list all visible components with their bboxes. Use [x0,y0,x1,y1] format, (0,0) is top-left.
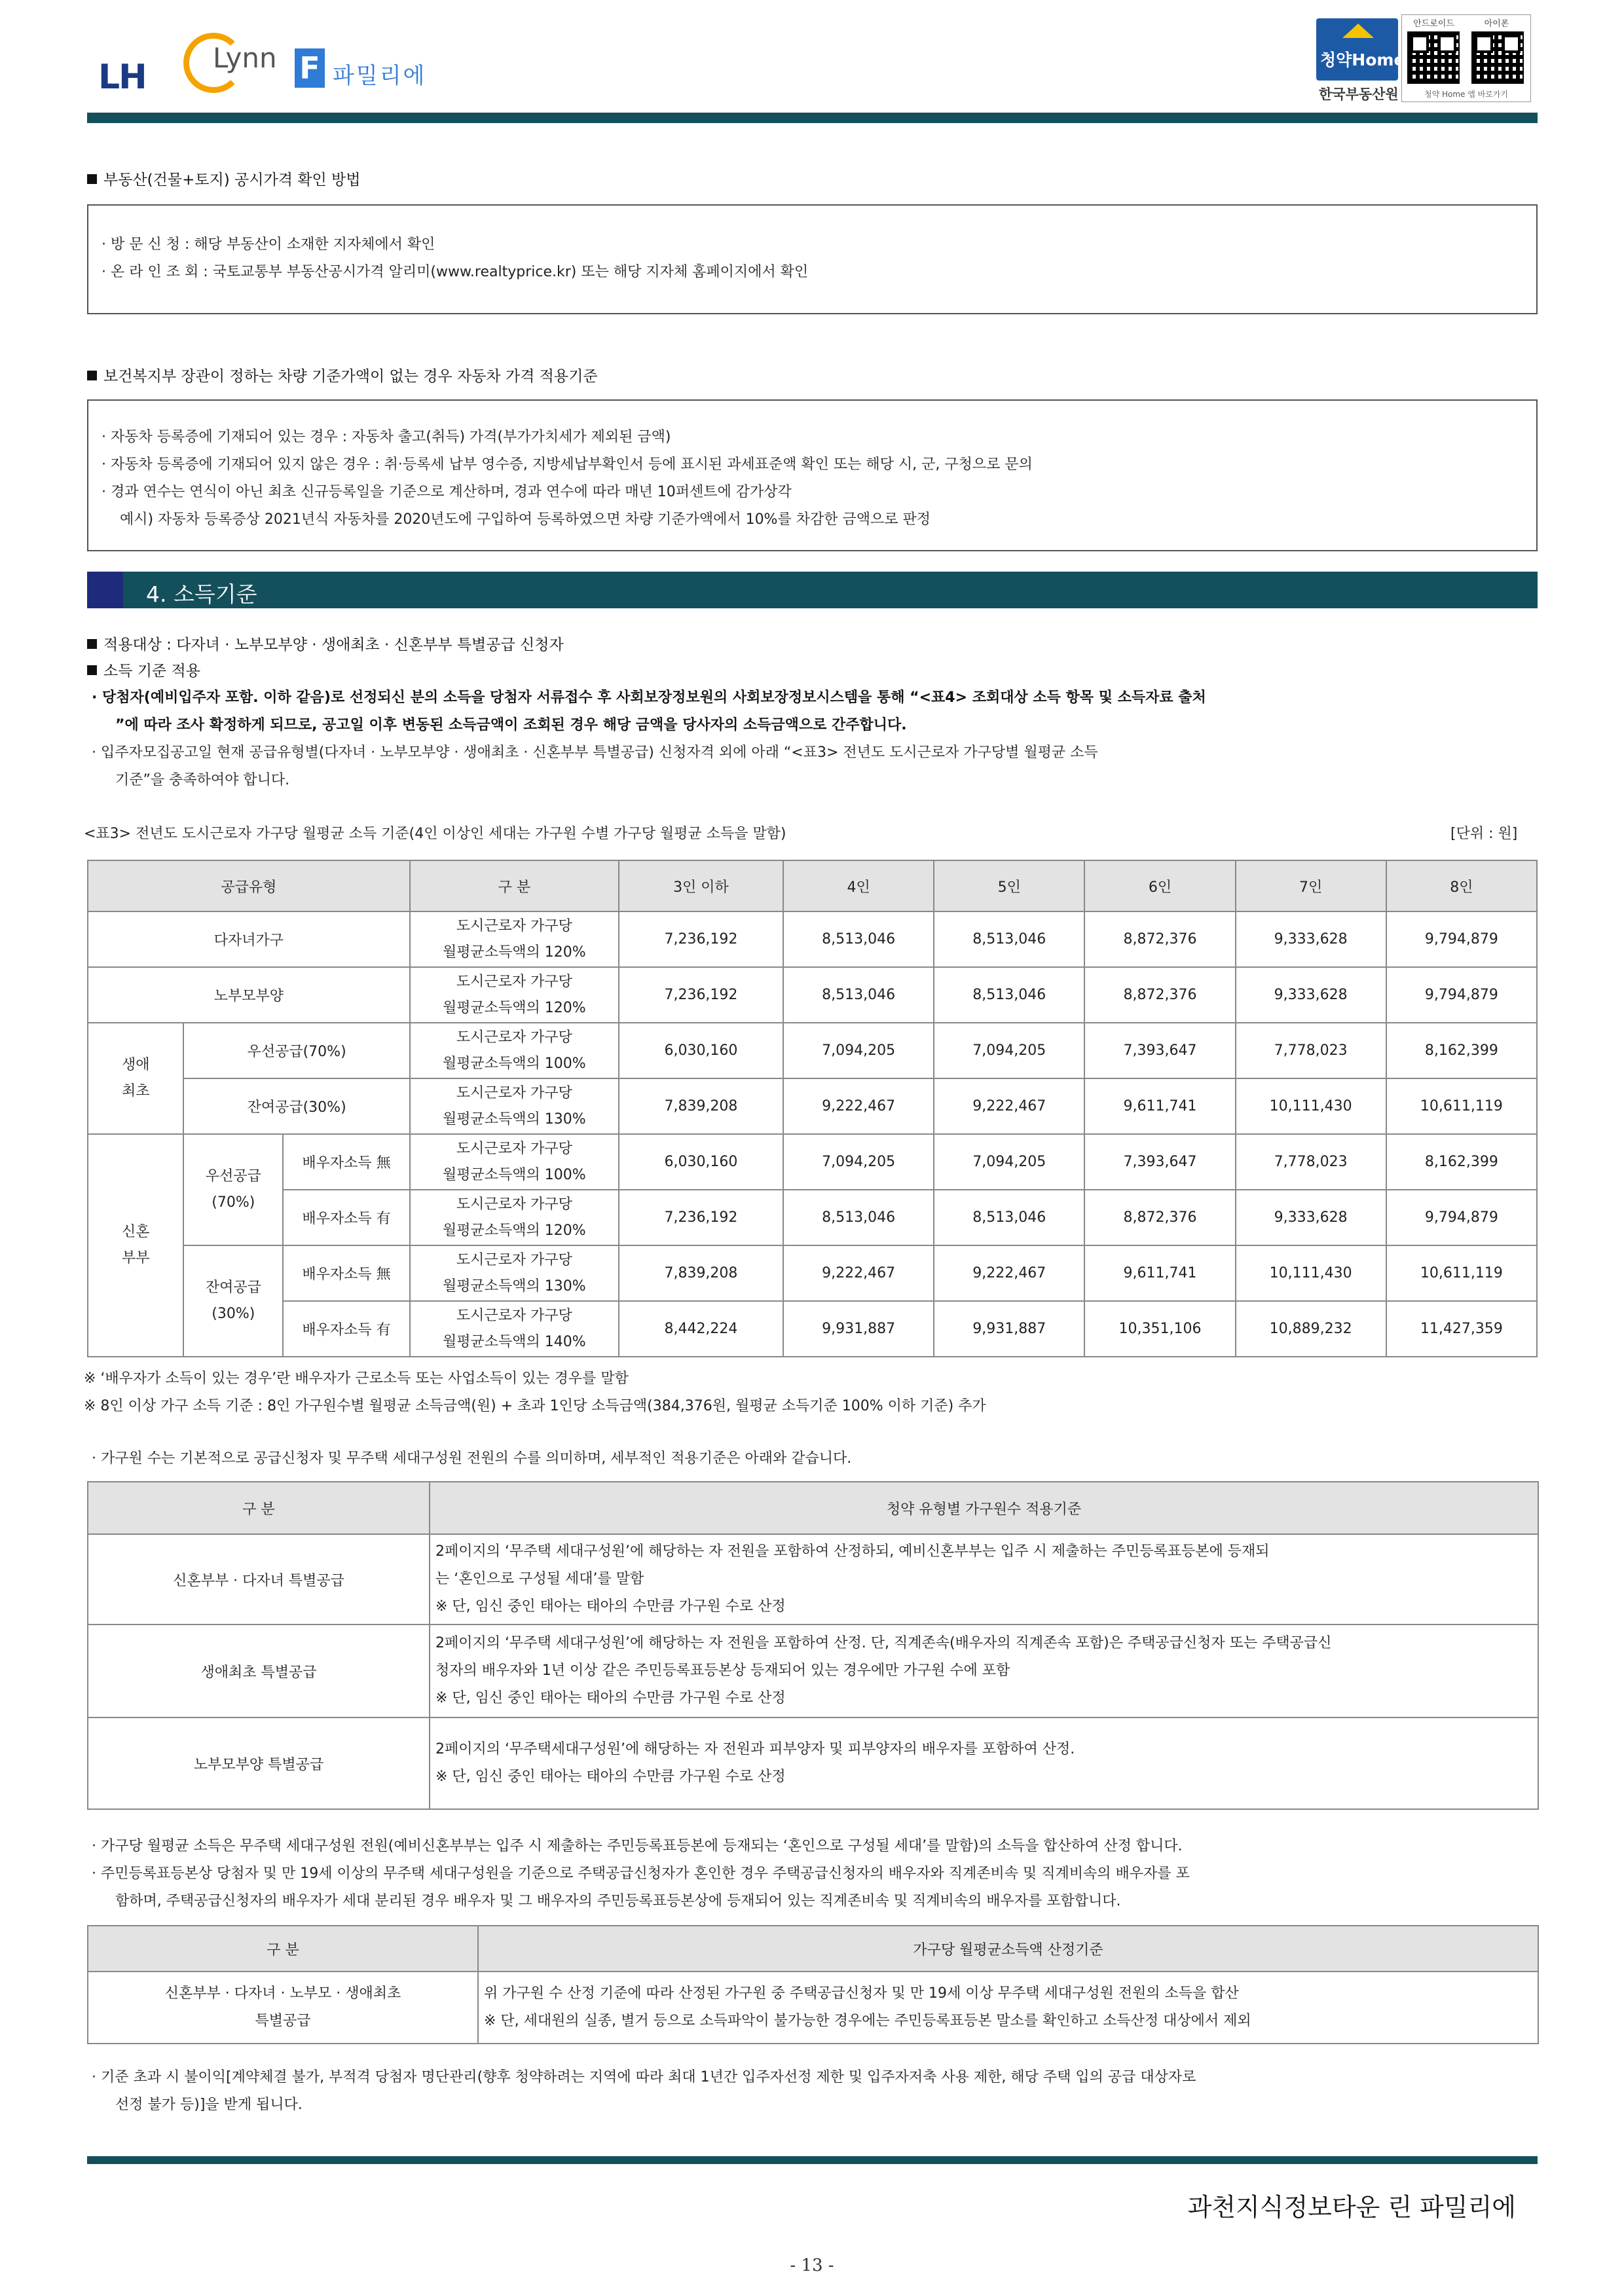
table-cell: 8,162,399 [1386,1134,1537,1190]
table-cell: 9,931,887 [934,1301,1084,1357]
table-cell: 7,778,023 [1236,1134,1386,1190]
lynn-logo: Lynn [183,33,282,98]
table-cell: 8,442,224 [619,1301,783,1357]
table-cell: 7,094,205 [934,1134,1084,1190]
footer-divider-bar [87,2156,1538,2164]
table-header-cell: 6인 [1084,860,1235,911]
table-row [88,1190,1537,1245]
income-bullet-1: · 가구당 월평균 소득은 무주택 세대구성원 전원(예비신혼부부는 입주 시 제출하는 주민등록표등본에 등재되는 ‘혼인으로 구성될 세대’를 말함)의 소득을 합산하여 산정 합니다. [92,1838,1183,1854]
table-cell: 도시근로자 가구당 월평균소득액의 100% [410,1023,619,1078]
table-cell: 10,351,106 [1084,1301,1235,1357]
table-cell: 9,794,879 [1386,911,1537,967]
table-cell: 9,333,628 [1236,1190,1386,1245]
table-cell: 9,222,467 [934,1078,1084,1134]
app-qr-codes: 안드로이드 아이폰 청약 Home 앱 바로가기 [1401,14,1531,102]
household-count-table [87,1481,1539,1810]
table-cell: 신혼부부 · 다자녀 특별공급 [88,1534,430,1625]
table-cell: 6,030,160 [619,1023,783,1078]
table-cell: 배우자소득 有 [283,1190,410,1245]
table-header-cell: 구 분 [410,860,619,911]
table-cell: 8,513,046 [934,1190,1084,1245]
table-cell: 7,236,192 [619,911,783,967]
table-cell: 7,094,205 [783,1134,934,1190]
table-cell: 생애최초 특별공급 [88,1625,430,1717]
income-calc-table [87,1925,1539,2044]
ios-qr-code-icon[interactable] [1471,31,1524,84]
income-standard-table [87,860,1538,1357]
table-cell: 8,513,046 [783,967,934,1023]
android-qr-code-icon[interactable] [1407,31,1460,84]
table-cell: 7,393,647 [1084,1023,1235,1078]
target-heading: 적용대상 : 다자녀 · 노부모부양 · 생애최초 · 신혼부부 특별공급 신청자 [87,633,564,654]
table-cell: 우선공급 (70%) [183,1134,283,1245]
table-cell: 신혼 부부 [88,1134,183,1357]
spouse-income-note: ※ ‘배우자가 소득이 있는 경우’란 배우자가 근로소득 또는 사업소득이 있는 경우를 말함 [84,1370,629,1387]
table-cell: 노부모부양 특별공급 [88,1717,430,1809]
table-cell: 9,222,467 [934,1245,1084,1301]
eight-plus-note: ※ 8인 이상 가구 소득 기준 : 8인 가구원수별 월평균 소득금액(원) + 초과 1인당 소득금액(384,376원, 월평균 소득기준 100% 이하 기준) 추가 [84,1398,986,1414]
table-cell: 7,236,192 [619,1190,783,1245]
table-cell: 8,513,046 [934,911,1084,967]
table-cell: 10,889,232 [1236,1301,1386,1357]
table-cell: 잔여공급 (30%) [183,1245,283,1357]
table-header-cell: 가구당 월평균소득액 산정기준 [478,1926,1538,1972]
square-bullet-icon [87,665,97,675]
table-cell: 9,931,887 [783,1301,934,1357]
section-4-heading: 4. 소득기준 [87,572,1538,608]
table-cell: 배우자소득 有 [283,1301,410,1357]
table-cell: 9,794,879 [1386,967,1537,1023]
table-row [88,1245,1537,1301]
table-row [88,1717,1538,1809]
table-row [88,1972,1538,2044]
table-cell: 9,611,741 [1084,1245,1235,1301]
table-row [88,911,1537,967]
table-cell: 7,236,192 [619,967,783,1023]
table-header-cell: 4인 [783,860,934,911]
table-cell: 2페이지의 ‘무주택 세대구성원’에 해당하는 자 전원을 포함하여 산정. 단, 직계존속(배우자의 직계존속 포함)은 주택공급신청자 또는 주택공급신 청자의 배우자와 1년 이상 같은 주민등록표등본상 등재되어 있는 경우에만 가구원 수에 포함 ※ 단, 임신 중인 태아는 태아의 수만큼 가구원 수로 산정 [430,1625,1538,1717]
table-row [88,1625,1538,1717]
table-cell: 도시근로자 가구당 월평균소득액의 130% [410,1245,619,1301]
table-cell: 2페이지의 ‘무주택세대구성원’에 해당하는 자 전원과 피부양자 및 피부양자의 배우자를 포함하여 산정. ※ 단, 임신 중인 태아는 태아의 수만큼 가구원 수로 산정 [430,1717,1538,1809]
table-header-row [88,1482,1538,1534]
table-cell: 11,427,359 [1386,1301,1537,1357]
table-cell: 우선공급(70%) [183,1023,409,1078]
table-cell: 도시근로자 가구당 월평균소득액의 140% [410,1301,619,1357]
table-header-row [88,860,1537,911]
table3-caption: <표3> 전년도 도시근로자 가구당 월평균 소득 기준(4인 이상인 세대는 가구원 수별 가구당 월평균 소득을 말함) [84,826,786,842]
penalty-note: · 기준 초과 시 불이익[계약체결 불가, 부적격 당첨자 명단관리(향후 청약하려는 지역에 따라 최대 1년간 입주자선정 제한 및 입주자저축 사용 제한, 해당 주택 입의 공급 대상자로 [92,2069,1196,2085]
table-header-cell: 3인 이하 [619,860,783,911]
table-header-cell: 청약 유형별 가구원수 적용기준 [430,1482,1538,1534]
table-row [88,967,1537,1023]
table-cell: 도시근로자 가구당 월평균소득액의 130% [410,1078,619,1134]
table-cell: 배우자소득 無 [283,1134,410,1190]
table-header-cell: 7인 [1236,860,1386,911]
table-cell: 8,513,046 [783,911,934,967]
cheongyak-home-logo[interactable]: 청약Home 한국부동산원 [1316,18,1398,100]
table-row [88,1534,1538,1625]
lh-logo: LH [98,58,146,97]
square-bullet-icon [87,174,97,184]
table-cell: 8,872,376 [1084,1190,1235,1245]
square-bullet-icon [87,639,97,649]
table-cell: 10,611,119 [1386,1245,1537,1301]
table-row [88,1301,1537,1357]
table-cell: 10,611,119 [1386,1078,1537,1134]
table-cell: 도시근로자 가구당 월평균소득액의 120% [410,911,619,967]
square-bullet-icon [87,371,97,380]
table-cell: 7,393,647 [1084,1134,1235,1190]
household-intro: · 가구원 수는 기본적으로 공급신청자 및 무주택 세대구성원 전원의 수를 의미하며, 세부적인 적용기준은 아래와 같습니다. [92,1450,852,1467]
table-cell: 7,778,023 [1236,1023,1386,1078]
realty-heading: 부동산(건물+토지) 공시가격 확인 방법 [87,168,360,189]
table-cell: 노부모부양 [88,967,410,1023]
table-cell: 9,794,879 [1386,1190,1537,1245]
house-icon [1342,24,1374,38]
table-cell: 다자녀가구 [88,911,410,967]
brand-logos [92,26,432,98]
table-cell: 도시근로자 가구당 월평균소득액의 100% [410,1134,619,1190]
table-cell: 7,839,208 [619,1078,783,1134]
table-header-cell: 구 분 [88,1482,430,1534]
table-cell: 9,333,628 [1236,967,1386,1023]
table-cell: 9,611,741 [1084,1078,1235,1134]
table-row [88,1023,1537,1078]
table-cell: 10,111,430 [1236,1245,1386,1301]
table-cell: 배우자소득 無 [283,1245,410,1301]
table-cell: 도시근로자 가구당 월평균소득액의 120% [410,967,619,1023]
criteria-heading: 소득 기준 적용 [87,659,200,680]
table-cell: 8,513,046 [783,1190,934,1245]
table-cell: 도시근로자 가구당 월평균소득액의 120% [410,1190,619,1245]
table-cell: 9,333,628 [1236,911,1386,967]
table-cell: 9,222,467 [783,1078,934,1134]
familie-f-logo: F [295,48,325,88]
car-box: · 자동차 등록증에 기재되어 있는 경우 : 자동차 출고(취득) 가격(부가가치세가 제외된 금액) · 자동차 등록증에 기재되어 있지 않은 경우 : 취·등록세 납부 영수증, 지방세납부확인서 등에 표시된 과세표준액 확인 또는 해당 시, 군, 구청으로 문의 · 경과 연수는 연식이 아닌 최초 신규등록일을 기준으로 계산하며, 경과 연수에 따라 매년 10퍼센트에 감가상각 예시) 자동차 등록증상 2021년식 자동차를 2020년도에 구입하여 등록하였으면 차량 기준가액에서 10%를 차감한 금액으로 판정 [87,399,1538,551]
table-cell: 8,162,399 [1386,1023,1537,1078]
table-cell: 위 가구원 수 산정 기준에 따라 산정된 가구원 중 주택공급신청자 및 만 19세 이상 무주택 세대구성원 전원의 소득을 합산 ※ 단, 세대원의 실종, 별거 등으로 소득파악이 불가능한 경우에는 주민등록표등본 말소를 확인하고 소득산정 대상에서 제외 [478,1972,1538,2044]
page-number: - 13 - [790,2256,834,2275]
realty-box: · 방 문 신 청 : 해당 부동산이 소재한 지자체에서 확인 · 온 라 인 조 회 : 국토교통부 부동산공시가격 알리미(www.realtyprice.kr) 또는 해당 지자체 홈페이지에서 확인 [87,204,1538,314]
table-cell: 2페이지의 ‘무주택 세대구성원’에 해당하는 자 전원을 포함하여 산정하되, 예비신혼부부는 입주 시 제출하는 주민등록표등본에 등재되 는 ‘혼인으로 구성될 세대’를 말함 ※ 단, 임신 중인 태아는 태아의 수만큼 가구원 수로 산정 [430,1534,1538,1625]
table-cell: 10,111,430 [1236,1078,1386,1134]
income-bullet-2: · 주민등록표등본상 당첨자 및 만 19세 이상의 무주택 세대구성원을 기준으로 주택공급신청자가 혼인한 경우 주택공급신청자의 배우자와 직계존비속 및 직계비속의 배우자를 포 [92,1865,1190,1882]
table3-unit: [단위 : 원] [1450,826,1518,842]
table-cell: 7,839,208 [619,1245,783,1301]
table-row [88,1134,1537,1190]
table-row [88,1078,1537,1134]
table-header-row [88,1926,1538,1972]
table-header-cell: 공급유형 [88,860,410,911]
car-heading: 보건복지부 장관이 정하는 차량 기준가액이 없는 경우 자동차 가격 적용기준 [87,364,598,386]
table-header-cell: 5인 [934,860,1084,911]
table-cell: 7,094,205 [783,1023,934,1078]
table-cell: 생애 최초 [88,1023,183,1134]
table-cell: 8,872,376 [1084,911,1235,967]
table-header-cell: 구 분 [88,1926,478,1972]
header-divider-bar [87,113,1538,123]
table-cell: 8,872,376 [1084,967,1235,1023]
table-cell: 9,222,467 [783,1245,934,1301]
familie-logo-text: 파밀리에 [333,63,427,89]
table-header-cell: 8인 [1386,860,1537,911]
table-cell: 신혼부부 · 다자녀 · 노부모 · 생애최초 특별공급 [88,1972,478,2044]
table-cell: 6,030,160 [619,1134,783,1190]
table-cell: 잔여공급(30%) [183,1078,409,1134]
table-cell: 7,094,205 [934,1023,1084,1078]
footer-title: 과천지식정보타운 린 파밀리에 [1187,2193,1516,2222]
table-cell: 8,513,046 [934,967,1084,1023]
